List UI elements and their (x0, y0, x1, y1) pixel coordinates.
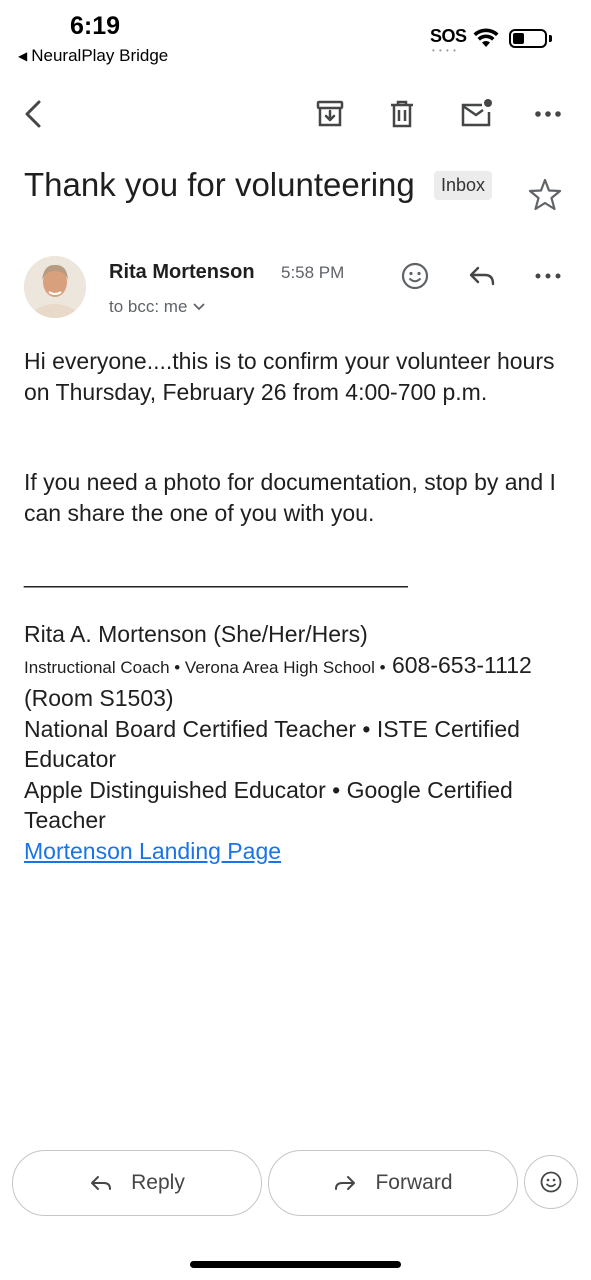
forward-arrow-icon (333, 1171, 357, 1195)
avatar[interactable] (24, 256, 86, 318)
label-badge[interactable]: Inbox (434, 171, 492, 200)
more-options-icon[interactable] (528, 94, 568, 134)
reply-arrow-icon (89, 1171, 113, 1195)
reply-icon[interactable] (464, 258, 500, 294)
signal-dots: • • • • (432, 46, 457, 55)
signature-title-line (24, 650, 572, 714)
signature-separator: ______________________________ (24, 562, 408, 588)
home-indicator[interactable] (190, 1261, 401, 1268)
wifi-icon (473, 27, 499, 49)
status-bar (0, 0, 591, 70)
body-paragraph-1: Hi everyone....this is to confirm your volunteer hours on Thursday, February 26 from 4:00-700 p.m. (24, 348, 555, 405)
forward-button[interactable] (268, 1150, 518, 1216)
battery-nub (549, 35, 552, 42)
status-time: 6:19 (70, 12, 121, 40)
battery-icon (509, 29, 547, 48)
back-triangle-icon: ◀ (18, 49, 28, 63)
mark-unread-icon[interactable] (456, 94, 496, 134)
landing-page-link[interactable]: Mortenson Landing Page (24, 837, 282, 864)
smiley-icon (539, 1170, 563, 1194)
emoji-reaction-button[interactable] (524, 1155, 578, 1209)
forward-label: Forward (375, 1171, 453, 1194)
sos-indicator: SOS (430, 26, 467, 46)
chevron-down-icon (193, 303, 205, 311)
email-subject: Thank you for volunteering (24, 166, 415, 203)
archive-icon[interactable] (310, 94, 350, 134)
back-to-app-link[interactable] (18, 46, 168, 66)
back-arrow-icon[interactable] (14, 94, 54, 134)
signature-cert-1: National Board Certified Teacher • ISTE Certified Educator (24, 715, 520, 772)
email-toolbar (0, 88, 591, 142)
recipients-label: to bcc: me (109, 297, 188, 316)
sender-name[interactable]: Rita Mortenson (109, 261, 255, 283)
body-paragraph-2: If you need a photo for documentation, stop by and I can share the one of you with you. (24, 469, 556, 526)
message-more-icon[interactable] (530, 258, 566, 294)
signature-block (24, 619, 572, 866)
trash-icon[interactable] (382, 94, 422, 134)
recipients-toggle[interactable] (109, 297, 205, 317)
signature-cert-2: Apple Distinguished Educator • Google Certified Teacher (24, 776, 513, 833)
signature-title: Instructional Coach • Verona Area High School • (24, 657, 386, 677)
star-icon[interactable] (526, 176, 564, 214)
back-app-label: NeuralPlay Bridge (31, 46, 169, 65)
reply-button[interactable] (12, 1150, 262, 1216)
sent-time: 5:58 PM (281, 263, 345, 282)
add-reaction-icon[interactable] (397, 258, 433, 294)
signature-phone[interactable]: 608-653-1112 (Room S1503) (24, 651, 532, 711)
reply-label: Reply (131, 1171, 185, 1194)
signature-name: Rita A. Mortenson (She/Her/Hers) (24, 621, 368, 647)
